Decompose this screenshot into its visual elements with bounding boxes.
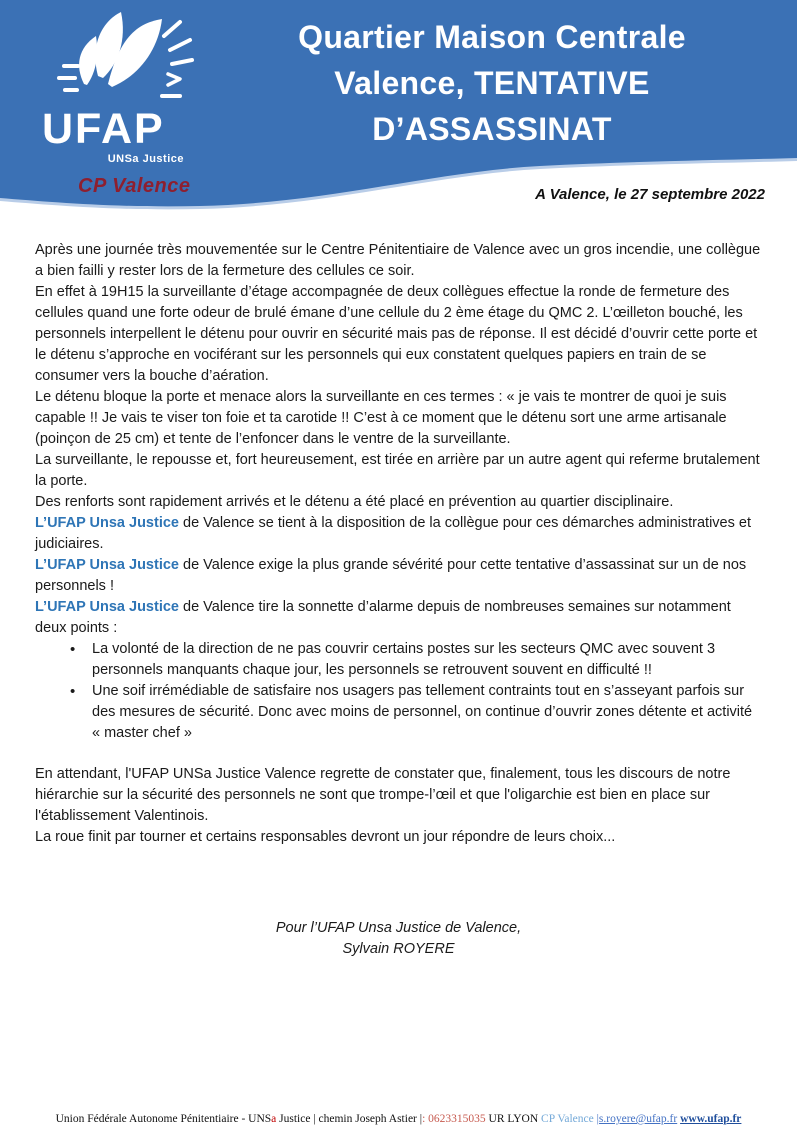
logo-subtitle: UNSa Justice <box>107 153 184 165</box>
ufap-lead-1: L’UFAP Unsa Justice <box>35 515 179 531</box>
signature-block <box>35 918 762 960</box>
paragraph-support-text: de Valence se tient à la disposition de la collègue pour ces démarches administratives et judiciaires. <box>35 515 751 552</box>
footer-org-red-letter: a <box>271 1113 277 1125</box>
paragraph-closing-1: En attendant, l'UFAP UNSa Justice Valence regrette de constater que, finalement, tous les discours de notre hiérarchie sur la sécurité des personnels ne sont que trompe-l’œil et que l'oligarchie est bien en place sur l'établissement Valentinois. <box>35 766 731 824</box>
paragraph-support <box>35 513 762 555</box>
header-banner <box>0 0 797 222</box>
footer-org-name: Union Fédérale Autonome Pénitentiaire - UNS <box>55 1113 272 1125</box>
ufap-lead-3: L’UFAP Unsa Justice <box>35 599 179 615</box>
footer-region: UR LYON <box>485 1113 542 1125</box>
footer-cp-valence: CP Valence <box>541 1113 594 1125</box>
paragraph-alarm <box>35 597 762 639</box>
email-link[interactable]: |s.royere@ufap.fr <box>596 1113 678 1125</box>
paragraph-threats-1: Le détenu bloque la porte et menace alors la surveillante en ces termes : « je vais te montrer de quoi je suis capable !! Je vais te viser ton foie et ta carotide !! C’est à ce moment que le détenu sort une arme artisanale (poinçon de 25 cm) et tente de l’enfoncer dans le ventre de la surveillante. <box>35 389 727 447</box>
paragraph-intro: Après une journée très mouvementée sur le Centre Pénitentiaire de Valence avec un gros incendie, une collègue a bien failli y rester lors de la fermeture des cellules ce soir. <box>35 242 761 279</box>
document-body <box>35 240 762 960</box>
footer <box>0 1113 797 1125</box>
dateline: A Valence, le 27 septembre 2022 <box>535 186 765 203</box>
ufap-lead-2: L’UFAP Unsa Justice <box>35 557 179 573</box>
bullet-list <box>68 639 762 744</box>
website-link[interactable]: www.ufap.fr <box>680 1113 742 1125</box>
footer-org-address: Justice | chemin Joseph Astier | <box>276 1113 423 1125</box>
paragraph-closing-2: La roue finit par tourner et certains responsables devront un jour répondre de leurs choix... <box>35 829 616 845</box>
paragraph-threats-3: Des renforts sont rapidement arrivés et le détenu a été placé en prévention au quartier disciplinaire. <box>35 494 674 510</box>
flame-dove-icon <box>46 8 196 112</box>
title-line-1: Quartier Maison Centrale <box>298 19 686 55</box>
signature-line-2: Sylvain ROYERE <box>342 941 455 957</box>
paragraph-demand-text: de Valence exige la plus grande sévérité pour cette tentative d’assassinat sur un de nos personnels ! <box>35 557 747 594</box>
signature-line-1: Pour l’UFAP Unsa Justice de Valence, <box>275 920 522 936</box>
paragraph-incident: En effet à 19H15 la surveillante d’étage accompagnée de deux collègues effectue la ronde de fermeture des cellules quand une forte odeur de brulé émane d’une cellule du 2 ème étage du QMC 2. L’œilleton bouché, les personnels interpellent le détenu pour ouvrir en sécurité mais pas de réponse. Il est décidé d’ouvrir cette porte et le détenu s’approche en vociférant sur les personnels qui eux constatent quelques papiers en train de se consumer vers la bouche d’aération. <box>35 284 758 384</box>
list-item-staffing: • La volonté de la direction de ne pas couvrir certains postes sur les secteurs QMC avec souvent 3 personnels manquants chaque jour, les personnels se retrouvent souvent en difficulté !! <box>68 639 762 681</box>
title-line-3: D’ASSASSINAT <box>372 111 612 147</box>
document-title <box>268 14 716 152</box>
paragraph-alarm-text: de Valence tire la sonnette d’alarme depuis de nombreuses semaines sur notamment deux points : <box>35 599 731 636</box>
org-location-label: CP Valence <box>78 175 191 197</box>
footer-phone: : 0623315035 <box>422 1113 486 1125</box>
paragraph-threats-2: La surveillante, le repousse et, fort heureusement, est tirée en arrière par un autre agent qui referme brutalement la porte. <box>35 452 760 489</box>
title-line-2: Valence, TENTATIVE <box>334 65 650 101</box>
list-item-security: • Une soif irrémédiable de satisfaire nos usagers pas tellement contraints tout en s’asseyant parfois sur des mesures de sécurité. Donc avec moins de personnel, on continue d’ouvrir zones détente et activité « master chef » <box>68 681 762 744</box>
logo-acronym: UFAP <box>42 105 165 153</box>
paragraph-demand <box>35 555 762 597</box>
ufap-logo <box>42 8 202 165</box>
